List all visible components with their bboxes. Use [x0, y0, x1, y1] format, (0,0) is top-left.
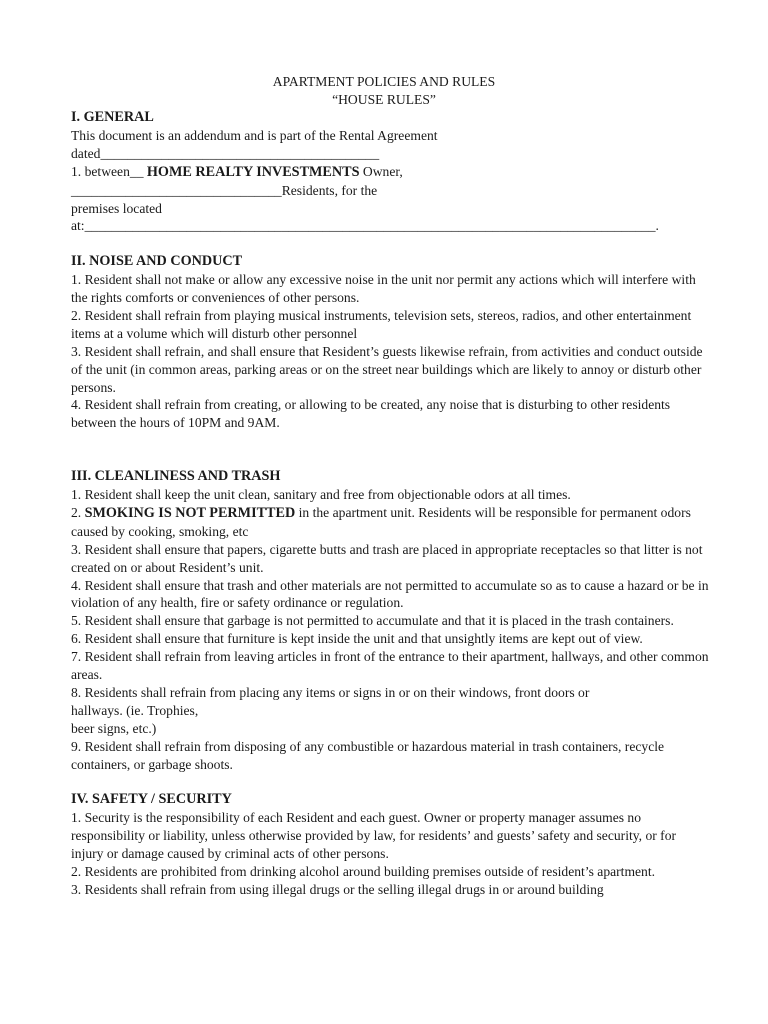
general-residents-line — [71, 182, 711, 200]
at-blank: ____________________________________________________________________________________ — [84, 218, 656, 234]
noise-item-2: 2. Resident shall refrain from playing musical instruments, television sets, stereos, radios, and other entertainment items at a volume which will disturb other personnel — [71, 307, 692, 341]
safety-item-1: 1. Security is the responsibility of each Resident and each guest. Owner or property manager assumes no responsibility or liability, unless otherwise provided by law, for residents’ and guests’ safety and security, or for injury or damage caused by criminal acts of other persons. — [71, 810, 677, 862]
noise-item-1: 1. Resident shall not make or allow any excessive noise in the unit nor permit any actions which will interfere with the rights comforts or conveniences of other persons. — [71, 272, 696, 306]
document-title: APARTMENT POLICIES AND RULES — [272, 74, 496, 89]
between-prefix: 1. between — [71, 163, 130, 179]
clean-item-4: 4. Resident shall ensure that trash and other materials are not permitted to accumulate so as to cause a hazard or be in violation of any health, fire or safety ordinance or regulation. — [71, 577, 709, 611]
section-heading-noise: II. NOISE AND CONDUCT — [71, 253, 243, 270]
between-blank: __ — [129, 163, 144, 179]
residents-text: Residents, for the — [281, 182, 378, 198]
owner-label: Owner, — [362, 163, 403, 179]
safety-item-2: 2. Residents are prohibited from drinking alcohol around building premises outside of resident’s apartment. — [71, 864, 656, 880]
general-premises: premises located — [71, 200, 162, 216]
clean-item-2 — [71, 504, 711, 541]
clean-item-8-line-2: hallways. (ie. Trophies, — [71, 702, 199, 718]
clean-item-8-line-3: beer signs, etc.) — [71, 720, 157, 736]
at-end: . — [655, 218, 659, 234]
dated-blank: _________________________________________ — [100, 145, 380, 161]
general-between-line — [71, 163, 711, 182]
general-intro: This document is an addendum and is part of the Rental Agreement — [71, 127, 438, 143]
clean-item-1: 1. Resident shall keep the unit clean, sanitary and free from objectionable odors at all times. — [71, 487, 571, 502]
noise-item-4: 4. Resident shall refrain from creating, or allowing to be created, any noise that is disturbing to other residents between the hours of 10PM and 9AM. — [71, 397, 671, 431]
at-label: at: — [71, 218, 85, 234]
clean-item-3: 3. Resident shall ensure that papers, cigarette butts and trash are placed in appropriate receptacles so that litter is not created on or about Resident’s unit. — [71, 541, 703, 575]
clean-item-7: 7. Resident shall refrain from leaving articles in front of the entrance to their apartment, hallways, and other common areas. — [71, 649, 709, 683]
section-heading-general: I. GENERAL — [71, 109, 154, 125]
document-body — [71, 109, 711, 899]
residents-blank: _______________________________ — [71, 182, 282, 198]
clean-item-2-number: 2. — [71, 504, 82, 520]
document-subtitle: “HOUSE RULES” — [332, 92, 436, 107]
noise-item-3: 3. Resident shall refrain, and shall ensure that Resident’s guests likewise refrain, from activities and conduct outside of the unit (in common areas, parking areas or on the street near buildings which are likely to annoy or disturb other persons. — [71, 343, 703, 395]
smoking-notice: SMOKING IS NOT PERMITTED — [84, 504, 296, 521]
safety-item-3: 3. Residents shall refrain from using illegal drugs or the selling illegal drugs in or around building — [71, 881, 604, 897]
spacer — [71, 432, 711, 468]
clean-item-8-line-1: 8. Residents shall refrain from placing any items or signs in or on their windows, front doors or — [71, 684, 590, 700]
general-dated-line — [71, 145, 711, 163]
section-heading-safety: IV. SAFETY / SECURITY — [71, 791, 232, 808]
spacer — [71, 774, 711, 792]
clean-item-2-text: in the apartment unit. Residents will be responsible for permanent odors caused by cooking, smoking, etc — [71, 504, 691, 539]
clean-item-5: 5. Resident shall ensure that garbage is not permitted to accumulate and that it is placed in the trash containers. — [71, 613, 674, 629]
clean-item-9: 9. Resident shall refrain from disposing of any combustible or hazardous material in trash containers, recycle containers, or garbage shoots. — [71, 738, 665, 772]
general-at-line — [71, 217, 711, 235]
company-name: HOME REALTY INVESTMENTS — [146, 163, 360, 180]
dated-label: dated — [71, 145, 101, 161]
section-heading-cleanliness: III. CLEANLINESS AND TRASH — [71, 468, 281, 485]
spacer — [71, 235, 711, 253]
clean-item-6: 6. Resident shall ensure that furniture is kept inside the unit and that unsightly items are kept out of view. — [71, 631, 643, 647]
